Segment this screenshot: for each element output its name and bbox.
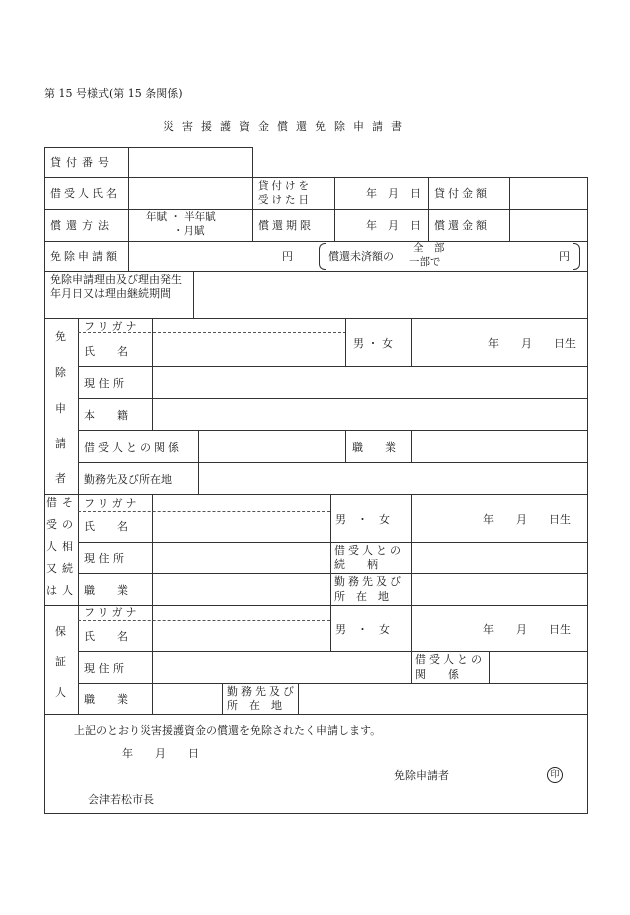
heir-birth: 年 月 日生 xyxy=(483,513,571,526)
reason-label: 免除申請理由及び理由発生年月日又は理由継続期間 xyxy=(50,273,182,300)
heir-address-label: 現 住 所 xyxy=(84,552,124,565)
heir-side-l1: 借 xyxy=(46,496,57,509)
heir-workplace-1: 勤務先及び xyxy=(334,575,404,588)
heir-side-l5: は xyxy=(46,584,57,597)
applicant-side-5: 者 xyxy=(55,472,66,485)
guarantor-birth: 年 月 日生 xyxy=(483,623,571,636)
heir-side-r1: そ xyxy=(62,496,73,509)
applicant-side-2: 除 xyxy=(55,366,66,379)
footer-date: 年 月 日 xyxy=(122,747,199,760)
footer-applicant-label: 免除申請者 xyxy=(394,769,449,782)
applicant-address-label: 現 住 所 xyxy=(84,377,124,390)
applicant-domicile-label: 本 籍 xyxy=(84,409,128,422)
applicant-side-3: 申 xyxy=(55,402,66,415)
borrower-name-label: 借受人氏名 xyxy=(50,187,120,200)
repay-amount-label: 償還金額 xyxy=(434,219,490,232)
seal-mark: 印 xyxy=(547,767,563,783)
unpaid-label: 償還未済額の xyxy=(328,250,394,263)
loan-date-ymd: 年 月 日 xyxy=(366,187,421,200)
heir-relation-1: 借受人との xyxy=(334,544,404,557)
guarantor-workplace-1: 勤務先及び xyxy=(227,685,297,698)
applicant-name-label: 氏 名 xyxy=(84,345,128,358)
guarantor-name-label: 氏 名 xyxy=(84,630,128,643)
repay-method-line2: ・月賦 xyxy=(173,225,205,237)
heir-side-r2: の xyxy=(62,518,73,531)
applicant-furigana: フリガナ xyxy=(84,320,140,333)
loan-amount-label: 貸付金額 xyxy=(434,187,490,200)
footer-statement: 上記のとおり災害援護資金の償還を免除されたく申請します。 xyxy=(74,724,382,737)
loan-number-label: 貸付番号 xyxy=(50,156,114,169)
applicant-side-4: 請 xyxy=(55,437,66,450)
heir-furigana: フリガナ xyxy=(84,497,140,510)
form-number: 第 15 号様式(第 15 条関係) xyxy=(44,87,183,100)
heir-side-l4: 又 xyxy=(46,562,57,575)
guarantor-side-2: 証 xyxy=(55,655,66,668)
guarantor-relation-2: 関 係 xyxy=(415,668,459,681)
heir-name-label: 氏 名 xyxy=(84,520,128,533)
guarantor-workplace-2: 所 在 地 xyxy=(227,699,282,712)
heir-workplace-2: 所 在 地 xyxy=(334,590,389,603)
footer-addressee: 会津若松市長 xyxy=(88,793,154,806)
guarantor-gender: 男 ・ 女 xyxy=(335,623,390,636)
exemption-amount-label: 免除申請額 xyxy=(50,250,120,263)
guarantor-side-3: 人 xyxy=(55,686,66,699)
applicant-gender: 男 ・ 女 xyxy=(353,337,393,350)
guarantor-side-1: 保 xyxy=(55,625,66,638)
repay-deadline-ymd: 年 月 日 xyxy=(366,219,421,232)
form-title: 災害援護資金償還免除申請書 xyxy=(163,120,410,133)
loan-date-label-1: 貸付けを xyxy=(258,180,312,192)
heir-gender: 男 ・ 女 xyxy=(335,513,390,526)
heir-side-r5: 人 xyxy=(62,584,73,597)
repay-method-line1: 年賦 ・ 半年賦 xyxy=(146,211,216,223)
heir-occupation-label: 職 業 xyxy=(84,584,128,597)
heir-side-l3: 人 xyxy=(46,540,57,553)
guarantor-furigana: フリガナ xyxy=(84,606,140,619)
unpaid-yen: 円 xyxy=(559,250,570,263)
exemption-yen: 円 xyxy=(282,250,293,263)
unpaid-all: 全 部 xyxy=(413,242,445,254)
applicant-relation-label: 借受人との関係 xyxy=(84,441,182,454)
unpaid-partial: 一部で xyxy=(409,256,441,268)
repay-deadline-label: 償還期限 xyxy=(258,219,314,232)
heir-relation-2: 続 柄 xyxy=(334,558,378,571)
guarantor-relation-1: 借受人との xyxy=(415,653,485,666)
loan-date-label-2: 受けた日 xyxy=(258,194,312,206)
guarantor-occupation-label: 職 業 xyxy=(84,693,128,706)
guarantor-address-label: 現 住 所 xyxy=(84,662,124,675)
applicant-birth: 年 月 日生 xyxy=(488,337,576,350)
heir-side-l2: 受 xyxy=(46,518,57,531)
repay-method-label: 償還方法 xyxy=(50,219,114,232)
applicant-occupation-label: 職 業 xyxy=(352,441,396,454)
applicant-workplace-label: 勤務先及び所在地 xyxy=(84,473,172,486)
applicant-side-1: 免 xyxy=(55,330,66,343)
heir-side-r3: 相 xyxy=(62,540,73,553)
heir-side-r4: 続 xyxy=(62,562,73,575)
